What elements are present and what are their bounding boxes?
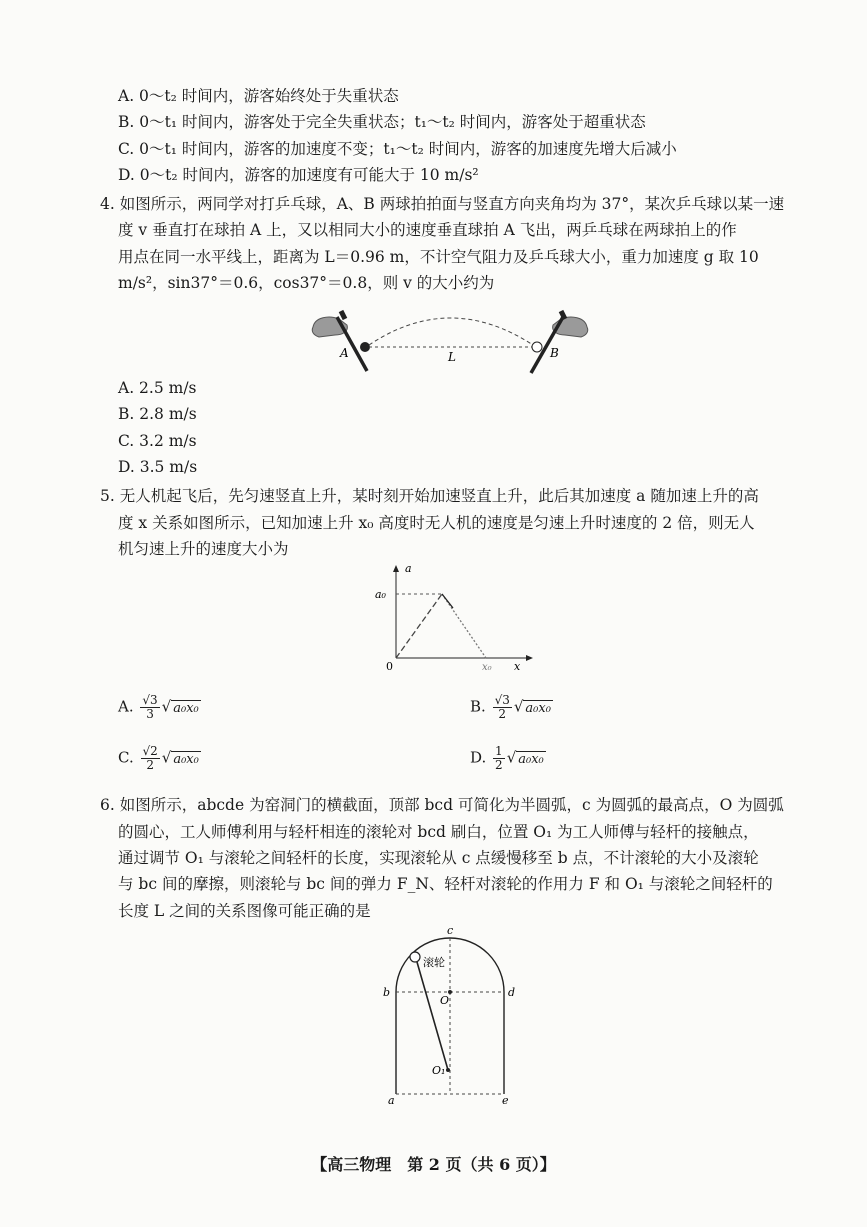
label-o: O bbox=[440, 994, 450, 1007]
origin-label: 0 bbox=[386, 660, 393, 673]
q4-option-c: C. 3.2 m/s bbox=[118, 432, 197, 450]
q4-figure bbox=[305, 305, 595, 380]
label-d: d bbox=[508, 986, 516, 999]
label-a: A bbox=[340, 346, 349, 360]
q5-stem-line-2: 度 x 关系如图所示，已知加速上升 x₀ 高度时无人机的速度是匀速上升时速度的 2 倍，则无人 bbox=[118, 514, 755, 532]
label-e: e bbox=[502, 1094, 509, 1107]
label-b: b bbox=[383, 986, 391, 999]
q6-stem-line-4: 与 bc 间的摩擦，则滚轮与 bc 间的弹力 F_N、轻杆对滚轮的作用力 F 和 O₁ 与滚轮之间轻杆的 bbox=[118, 875, 773, 893]
page-footer: 【高三物理 第 2 页（共 6 页）】 bbox=[311, 1155, 556, 1174]
q6-figure bbox=[380, 922, 530, 1147]
graph-rise bbox=[396, 594, 442, 658]
q5-graph bbox=[368, 558, 538, 676]
q4-stem-line-2: 度 v 垂直打在球拍 A 上，又以相同大小的速度垂直球拍 A 飞出，两乒乓球在两球拍上的作 bbox=[118, 221, 737, 239]
q4-stem-line-1: 4. 如图所示，两同学对打乒乓球，A、B 两球拍拍面与竖直方向夹角均为 37°，某次乒乓球以某一速 bbox=[100, 195, 785, 213]
q5-option-b: B. $\frac{√3}{2}$ √ a₀x₀ bbox=[470, 693, 551, 721]
axis-x-label: x bbox=[514, 660, 521, 673]
label-l: L bbox=[448, 350, 456, 364]
q3-option-b: B. 0～t₁ 时间内，游客处于完全失重状态；t₁～t₂ 时间内，游客处于超重状态 bbox=[118, 113, 646, 131]
q3-option-c: C. 0～t₁ 时间内，游客的加速度不变；t₁～t₂ 时间内，游客的加速度先增大后减小 bbox=[118, 140, 677, 158]
roller-icon bbox=[410, 952, 420, 962]
label-a: a bbox=[388, 1094, 395, 1107]
a0-label: a₀ bbox=[375, 588, 386, 601]
q5-stem-line-3: 机匀速上升的速度大小为 bbox=[118, 540, 289, 558]
q5-option-d: D. $\frac{1}{2}$ √ a₀x₀ bbox=[470, 744, 544, 772]
q6-stem-line-2: 的圆心，工人师傅利用与轻杆相连的滚轮对 bcd 刷白，位置 O₁ 为工人师傅与轻杆的接触点， bbox=[118, 823, 759, 841]
label-c: c bbox=[447, 924, 454, 937]
rod bbox=[417, 962, 448, 1070]
q5-option-c: C. $\frac{√2}{2}$ √ a₀x₀ bbox=[118, 744, 199, 772]
label-b: B bbox=[550, 346, 559, 360]
q4-option-d: D. 3.5 m/s bbox=[118, 458, 198, 476]
q4-stem-line-3: 用点在同一水平线上，距离为 L＝0.96 m，不计空气阻力及乒乓球大小，重力加速度 g 取 10 bbox=[118, 248, 759, 266]
q4-option-b: B. 2.8 m/s bbox=[118, 405, 197, 423]
q6-stem-line-5: 长度 L 之间的关系图像可能正确的是 bbox=[118, 902, 371, 920]
label-o1: O₁ bbox=[432, 1064, 446, 1077]
q5-stem-line-1: 5. 无人机起飞后，先匀速竖直上升，某时刻开始加速竖直上升，此后其加速度 a 随加速上升的高 bbox=[100, 487, 759, 505]
ball-a bbox=[360, 342, 370, 352]
ball-b bbox=[532, 342, 542, 352]
q4-option-a: A. 2.5 m/s bbox=[118, 379, 197, 397]
graph-fall bbox=[442, 594, 486, 658]
label-roller: 滚轮 bbox=[423, 956, 445, 969]
q3-option-d: D. 0～t₂ 时间内，游客的加速度有可能大于 10 m/s² bbox=[118, 166, 479, 184]
axis-a-label: a bbox=[405, 562, 412, 575]
q5-option-a: A. $\frac{√3}{3}$ √ a₀x₀ bbox=[118, 693, 199, 721]
q6-stem-line-1: 6. 如图所示，abcde 为窑洞门的横截面，顶部 bcd 可简化为半圆弧，c 为圆弧的最高点，O 为圆弧 bbox=[100, 796, 784, 814]
trajectory bbox=[369, 318, 533, 345]
q4-stem-line-4: m/s²，sin37°＝0.6，cos37°＝0.8，则 v 的大小约为 bbox=[118, 274, 495, 292]
x0-label: x₀ bbox=[482, 662, 492, 673]
q6-stem-line-3: 通过调节 O₁ 与滚轮之间轻杆的长度，实现滚轮从 c 点缓慢移至 b 点，不计滚轮的大小及滚轮 bbox=[118, 849, 759, 867]
q3-option-a: A. 0～t₂ 时间内，游客始终处于失重状态 bbox=[118, 87, 399, 105]
